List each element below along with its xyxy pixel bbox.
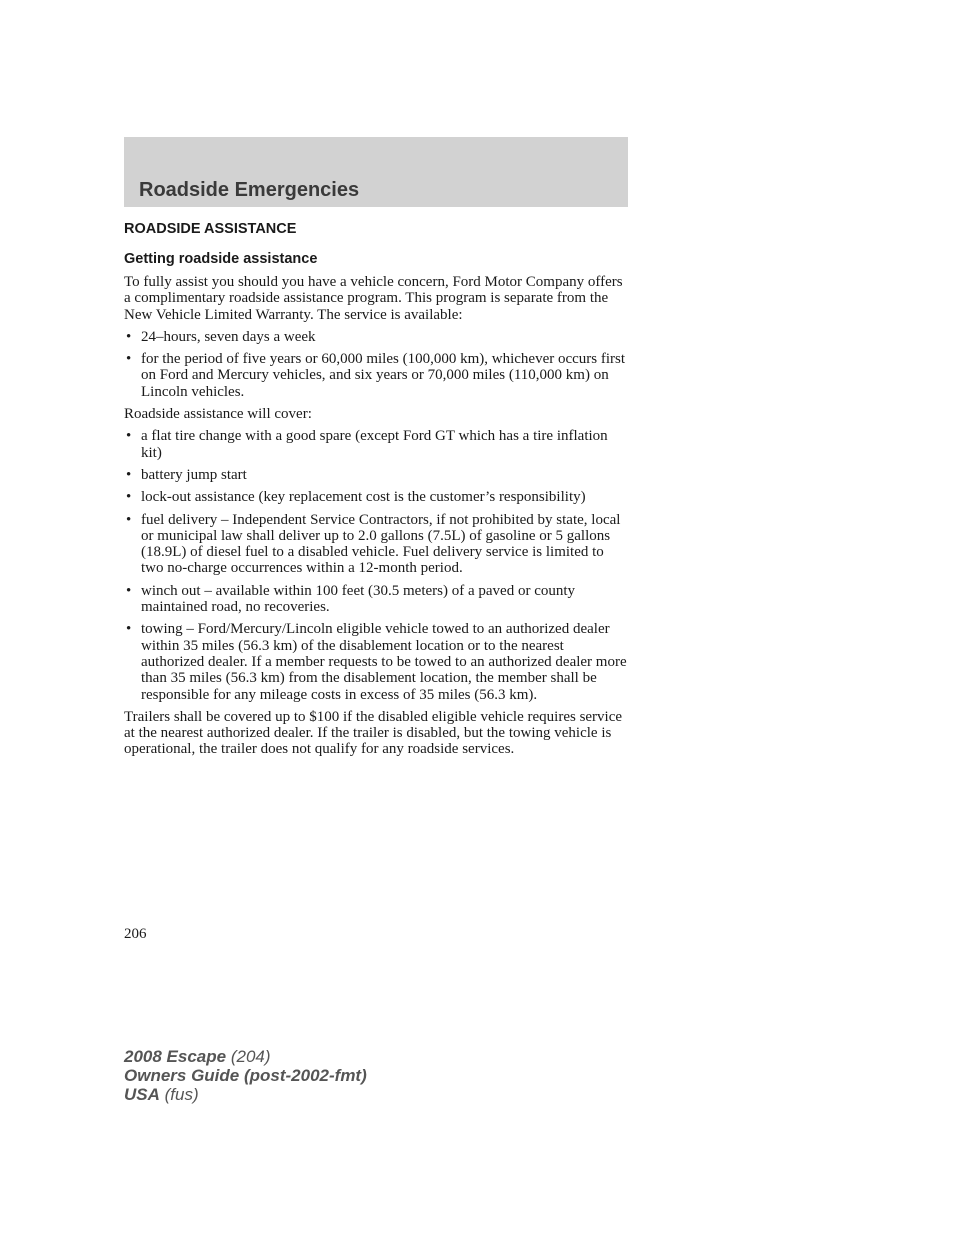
page-content [124,220,630,764]
list-item: • 24–hours, seven days a week [124,329,630,345]
coverage-list [124,428,630,702]
document-footer [124,1047,367,1104]
footer-market: USA [124,1085,160,1104]
intro-paragraph: To fully assist you should you have a vehicle concern, Ford Motor Company offers a complimentary roadside assistance program. This program is separate from the New Vehicle Limited Warranty. The service is available: [124,274,623,323]
list-item: • towing – Ford/Mercury/Lincoln eligible vehicle towed to an authorized dealer within 35 miles (56.3 km) of the disablement location or to the nearest authorized dealer. If a member requests to be towed to an authorized dealer more than 35 miles (56.3 km) from the disablement location, the member shall be responsible for any mileage costs in excess of 35 miles (56.3 km). [124,621,630,702]
footer-guide: Owners Guide (post-2002-fmt) [124,1066,367,1085]
list-item: • a flat tire change with a good spare (except Ford GT which has a tire inflation kit) [124,428,630,461]
availability-list [124,329,630,400]
page-number: 206 [124,926,147,942]
list-item: • fuel delivery – Independent Service Contractors, if not prohibited by state, local or municipal law shall deliver up to 2.0 gallons (7.5L) of gasoline or 5 gallons (18.9L) of diesel fuel to a disabled vehicle. Fuel delivery service is limited to two no-charge occurrences within a 12-month period. [124,512,630,577]
list-item: • battery jump start [124,467,630,483]
list-item: • for the period of five years or 60,000 miles (100,000 km), whichever occurs first on Ford and Mercury vehicles, and six years or 70,000 miles (110,000 km) on Lincoln vehicles. [124,351,630,400]
coverage-intro: Roadside assistance will cover: [124,406,312,423]
footer-model: 2008 Escape [124,1047,227,1066]
footer-market-code: (fus) [164,1085,199,1104]
chapter-title: Roadside Emergencies [139,179,360,201]
subsection-heading: Getting roadside assistance [124,251,318,267]
list-item: • lock-out assistance (key replacement cost is the customer’s responsibility) [124,489,630,505]
trailers-paragraph: Trailers shall be covered up to $100 if the disabled eligible vehicle requires service at the nearest authorized dealer. If the trailer is disabled, but the towing vehicle is operational, the trailer does not qualify for any roadside services. [124,708,623,758]
section-heading: ROADSIDE ASSISTANCE [124,221,297,237]
footer-model-code: (204) [230,1047,271,1066]
list-item: • winch out – available within 100 feet (30.5 meters) of a paved or county maintained road, no recoveries. [124,583,630,616]
